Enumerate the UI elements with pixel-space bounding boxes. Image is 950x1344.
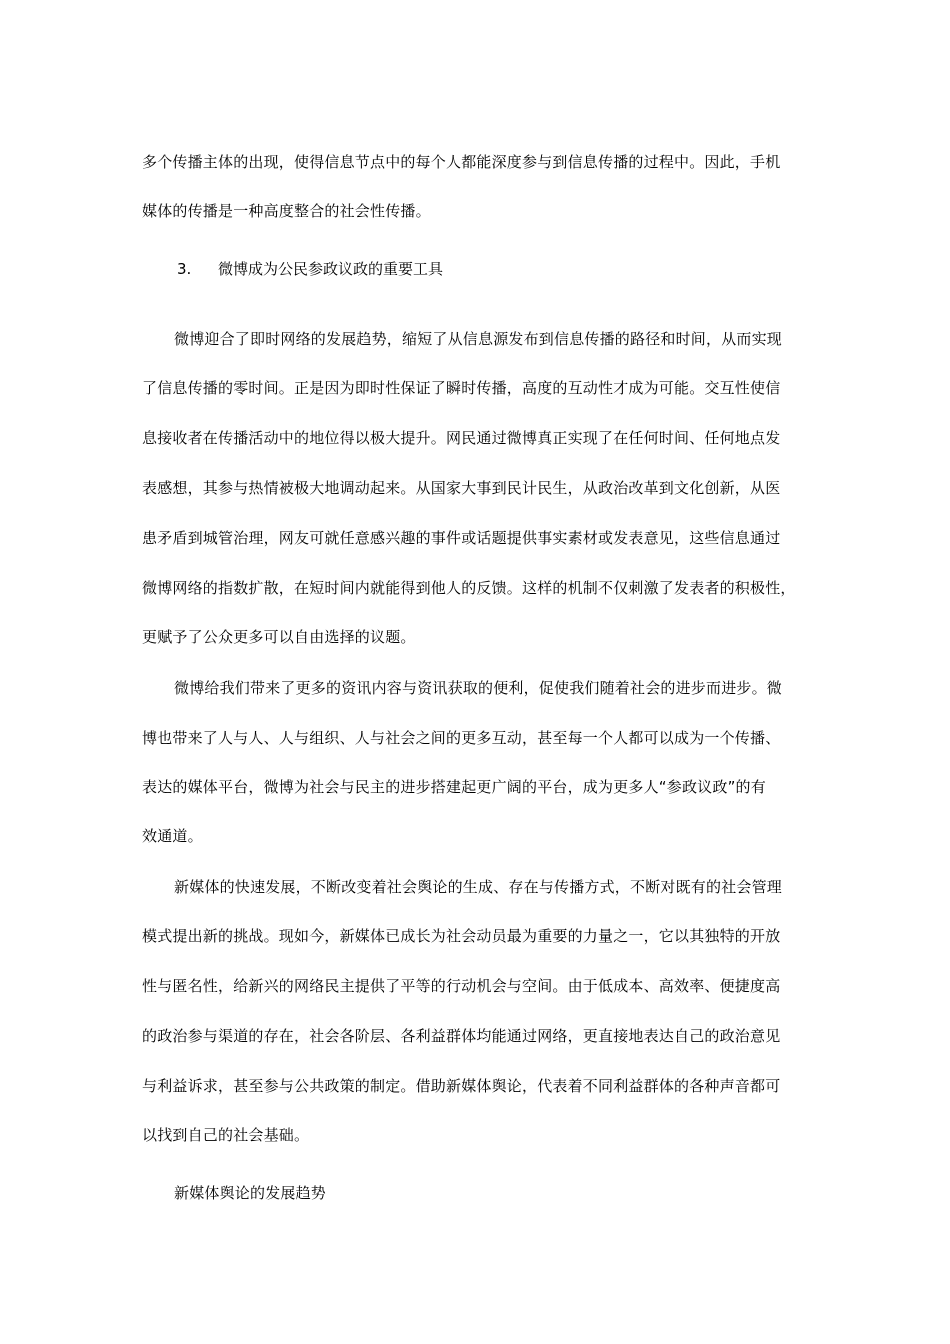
paragraph-1-line-2: 媒体的传播是一种高度整合的社会性传播。 [142, 202, 431, 220]
paragraph-3-line-1: 微博给我们带来了更多的资讯内容与资讯获取的便利，促使我们随着社会的进步而进步。微 [174, 679, 783, 697]
heading-number: 3. [177, 260, 192, 278]
section-title: 新媒体舆论的发展趋势 [174, 1184, 327, 1202]
paragraph-4-line-2: 模式提出新的挑战。现如今，新媒体已成长为社会动员最为重要的力量之一，它以其独特的开放 [142, 927, 781, 945]
paragraph-2-line-4: 表感想，其参与热情被极大地调动起来。从国家大事到民计民生，从政治改革到文化创新，从医 [142, 479, 781, 497]
heading-title: 微博成为公民参政议政的重要工具 [218, 260, 444, 278]
paragraph-4-line-6: 以找到自己的社会基础。 [142, 1126, 310, 1144]
paragraph-4-line-5: 与利益诉求，甚至参与公共政策的制定。借助新媒体舆论，代表着不同利益群体的各种声音都可 [142, 1077, 781, 1095]
paragraph-1-line-1: 多个传播主体的出现，使得信息节点中的每个人都能深度参与到信息传播的过程中。因此，手机 [142, 153, 781, 171]
paragraph-3-line-2: 博也带来了人与人、人与组织、人与社会之间的更多互动，甚至每一个人都可以成为一个传播、 [142, 729, 781, 747]
paragraph-2-line-6: 微博网络的指数扩散，在短时间内就能得到他人的反馈。这样的机制不仅刺激了发表者的积极性， [142, 579, 796, 597]
paragraph-4-line-4: 的政治参与渠道的存在，社会各阶层、各利益群体均能通过网络，更直接地表达自己的政治意见 [142, 1027, 781, 1045]
paragraph-2-line-7: 更赋予了公众更多可以自由选择的议题。 [142, 628, 416, 646]
paragraph-2-line-2: 了信息传播的零时间。正是因为即时性保证了瞬时传播，高度的互动性才成为可能。交互性使信 [142, 379, 781, 397]
paragraph-3-line-3: 表达的媒体平台，微博为社会与民主的进步搭建起更广阔的平台，成为更多人“参政议政”的有 [142, 778, 766, 796]
paragraph-4-line-3: 性与匿名性，给新兴的网络民主提供了平等的行动机会与空间。由于低成本、高效率、便捷度高 [142, 977, 781, 995]
paragraph-2-line-1: 微博迎合了即时网络的发展趋势，缩短了从信息源发布到信息传播的路径和时间，从而实现 [174, 330, 783, 348]
paragraph-2-line-3: 息接收者在传播活动中的地位得以极大提升。网民通过微博真正实现了在任何时间、任何地点发 [142, 429, 781, 447]
paragraph-3-line-4: 效通道。 [142, 827, 203, 845]
paragraph-4-line-1: 新媒体的快速发展，不断改变着社会舆论的生成、存在与传播方式，不断对既有的社会管理 [174, 878, 783, 896]
paragraph-2-line-5: 患矛盾到城管治理，网友可就任意感兴趣的事件或话题提供事实素材或发表意见，这些信息通过 [142, 529, 781, 547]
